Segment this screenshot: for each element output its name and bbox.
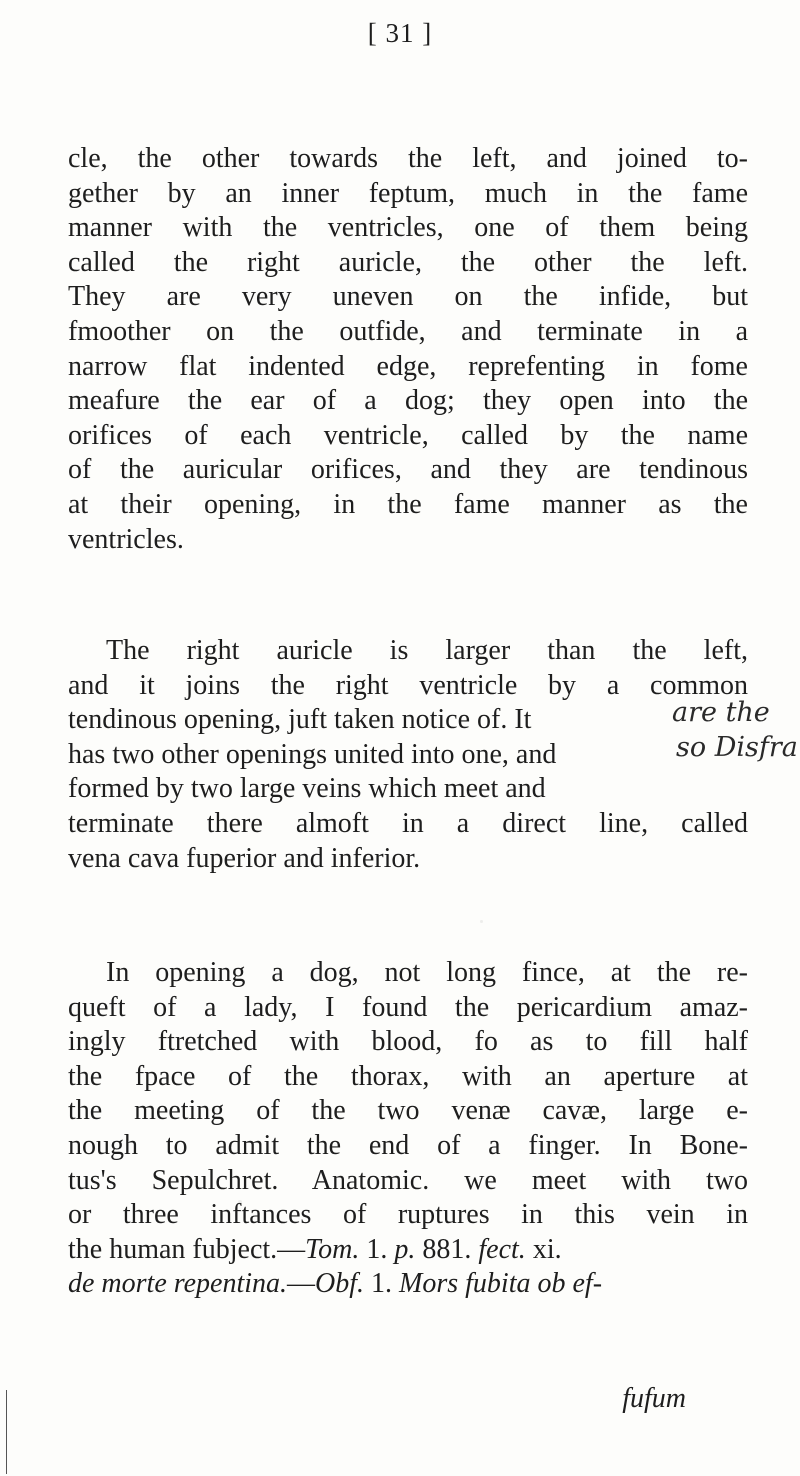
text-line: has two other openings united into one, and <box>68 738 557 770</box>
text-line: tus's Sepulchret. Anatomic. we meet with two <box>68 1164 748 1196</box>
text-line: They are very uneven on the infide, but <box>68 281 748 313</box>
reference-text: — <box>287 1268 316 1300</box>
reference-text: fect. <box>478 1233 526 1265</box>
text-line: The right auricle is larger than the left, <box>106 635 748 666</box>
reference-line <box>68 1267 748 1302</box>
text-line: manner with the ventricles, one of them being <box>68 212 748 244</box>
reference-text: xi. <box>525 1233 562 1265</box>
text-line: terminate there almoft in a direct line, called <box>68 807 748 839</box>
handwritten-note: are the <box>672 697 770 728</box>
page-number: [ 31 ] <box>367 18 433 48</box>
handwritten-note: so Disfra <box>676 732 798 763</box>
paper-speck <box>480 920 483 923</box>
catchword: fufum <box>622 1383 686 1414</box>
text-line: nough to admit the end of a finger. In Bone- <box>68 1129 748 1161</box>
text-line: called the right auricle, the other the left. <box>68 246 748 278</box>
text-line: orifices of each ventricle, called by the name <box>68 419 748 451</box>
text-line: vena cava fuperior and inferior. <box>68 842 421 874</box>
text-line: tendinous opening, juft taken notice of. It <box>68 704 532 736</box>
text-line: of the auricular orifices, and they are tendinous <box>68 454 748 486</box>
reference-text: Tom. <box>305 1233 360 1265</box>
text-line: narrow flat indented edge, reprefenting in fome <box>68 350 748 382</box>
text-line: gether by an inner feptum, much in the fame <box>68 177 748 209</box>
paragraph-1 <box>68 142 748 557</box>
reference-text: 1. <box>359 1233 395 1265</box>
text-line: the fpace of the thorax, with an aperture at <box>68 1060 748 1092</box>
text-line: queft of a lady, I found the pericardium amaz- <box>68 991 748 1023</box>
text-line: ingly ftretched with blood, fo as to fill half <box>68 1026 748 1058</box>
text-line: and it joins the right ventricle by a common <box>68 669 748 701</box>
paragraph-3 <box>68 956 748 1302</box>
text-line: ventricles. <box>68 523 184 555</box>
reference-text: Mors fubita ob ef- <box>399 1268 603 1300</box>
reference-text: de morte repentina. <box>68 1268 288 1300</box>
reference-text: p. <box>394 1233 416 1265</box>
reference-text: 881. <box>415 1233 479 1265</box>
reference-text: 1. <box>364 1268 400 1300</box>
reference-line <box>68 1233 748 1268</box>
text-line: cle, the other towards the left, and joined to- <box>68 143 748 174</box>
text-line: or three inftances of ruptures in this vein in <box>68 1199 748 1231</box>
text-line: fmoother on the outfide, and terminate in a <box>68 315 748 347</box>
text-line: the meeting of the two venæ cavæ, large e- <box>68 1095 748 1127</box>
text-line: at their opening, in the fame manner as the <box>68 488 748 520</box>
text-line: In opening a dog, not long fince, at the re- <box>106 957 748 988</box>
page-edge-line <box>6 1390 7 1474</box>
reference-text: the human fubject.— <box>68 1233 306 1265</box>
text-line: meafure the ear of a dog; they open into the <box>68 385 748 417</box>
reference-text: Obf. <box>315 1268 365 1300</box>
paragraph-2 <box>68 634 748 876</box>
text-line: formed by two large veins which meet and <box>68 773 546 805</box>
paper-speck <box>238 1200 242 1204</box>
